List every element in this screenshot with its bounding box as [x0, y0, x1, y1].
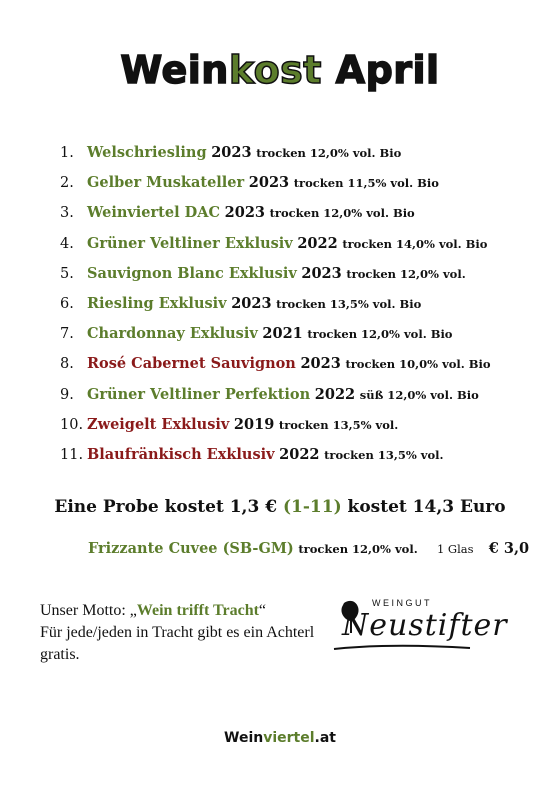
wine-name: Grüner Veltliner Exklusiv — [87, 234, 293, 252]
wine-name: Blaufränkisch Exklusiv — [87, 445, 275, 463]
wine-name: Weinviertel DAC — [87, 204, 221, 222]
wine-year: 2023 — [211, 144, 252, 161]
wine-year: 2022 — [297, 234, 338, 252]
wine-name: Sauvignon Blanc Exklusiv — [87, 264, 297, 282]
title-part-april: April — [321, 48, 440, 92]
wine-details: süß 12,0% vol. Bio — [359, 387, 479, 402]
wine-number: 5. — [60, 265, 74, 282]
wine-year: 2022 — [314, 385, 356, 403]
wine-item — [60, 380, 540, 410]
wine-number: 2. — [60, 175, 74, 192]
wine-year: 2021 — [262, 325, 303, 343]
wine-item — [60, 440, 540, 470]
wine-number: 8. — [60, 356, 74, 373]
logo-script-text: Neustifter — [342, 608, 508, 643]
wine-number: 1. — [60, 145, 74, 161]
footer-part-at: .at — [314, 730, 336, 746]
wine-name: Gelber Muskateller — [87, 174, 245, 192]
wine-number: 11. — [60, 446, 84, 463]
wine-details: trocken 12,0% vol. Bio — [269, 206, 415, 221]
wine-details: trocken 13,5% vol. Bio — [276, 296, 422, 311]
footer-website — [0, 730, 560, 746]
wine-details: trocken 11,5% vol. Bio — [293, 176, 439, 191]
wine-details: trocken 14,0% vol. Bio — [342, 236, 488, 251]
wine-details: trocken 10,0% vol. Bio — [345, 357, 491, 372]
wine-item — [60, 259, 540, 289]
wine-number: 3. — [60, 205, 74, 222]
wine-year: 2022 — [279, 445, 320, 463]
title-part-kost: kost — [228, 48, 322, 92]
wine-item — [60, 410, 540, 440]
price-line — [0, 497, 560, 517]
wine-year: 2023 — [300, 355, 341, 373]
wine-number: 7. — [60, 326, 74, 343]
motto-intro: Unser Motto: „ — [40, 602, 137, 619]
wine-name: Riesling Exklusiv — [87, 294, 227, 312]
wine-details: trocken 12,0% vol. — [346, 266, 466, 281]
winery-logo — [320, 595, 508, 655]
price-text-1: Eine Probe kostet 1,3 € — [54, 497, 283, 517]
logo-small-text: WEINGUT — [372, 598, 432, 608]
wine-year: 2023 — [248, 174, 290, 192]
wine-number: 9. — [60, 386, 74, 403]
motto-line2: Für jede/jeden in Tracht gibt es ein Achterl gratis. — [40, 624, 315, 663]
wine-number: 4. — [60, 235, 74, 252]
motto-slogan: Wein trifft Tracht — [136, 602, 259, 619]
price-range: (1-11) — [282, 497, 342, 517]
frizzante-line — [88, 540, 529, 557]
wine-item — [60, 349, 540, 379]
wine-name: Zweigelt Exklusiv — [87, 415, 230, 433]
wine-name: Welschriesling — [87, 144, 207, 161]
wine-item — [60, 168, 540, 198]
frizzante-price: € 3,0 — [488, 540, 530, 557]
wine-item — [60, 229, 540, 259]
frizzante-details: trocken 12,0% vol. — [298, 542, 418, 556]
footer-part-viertel: viertel — [263, 730, 315, 746]
wine-year: 2023 — [231, 294, 272, 312]
wine-name: Chardonnay Exklusiv — [87, 325, 258, 343]
wine-item — [60, 138, 540, 168]
wine-list — [60, 138, 540, 470]
wine-year: 2023 — [301, 264, 342, 282]
wine-number: 6. — [60, 295, 74, 312]
wine-year: 2023 — [224, 204, 265, 222]
wine-name: Rosé Cabernet Sauvignon — [87, 355, 296, 373]
title-part-wein: Wein — [120, 48, 229, 92]
wine-number: 10. — [60, 416, 84, 433]
wine-item — [60, 289, 540, 319]
wine-details: trocken 12,0% vol. Bio — [307, 327, 453, 342]
frizzante-name: Frizzante Cuvee (SB-GM) — [88, 540, 294, 557]
page-title — [0, 46, 560, 94]
frizzante-glass: 1 Glas — [436, 542, 474, 556]
footer-part-wein: Wein — [224, 730, 264, 746]
wine-details: trocken 13,5% vol. — [324, 447, 444, 462]
wine-details: trocken 12,0% vol. Bio — [256, 146, 402, 160]
logo-underline — [332, 643, 472, 653]
motto-block — [40, 600, 330, 666]
wine-year: 2019 — [233, 415, 275, 433]
wine-name: Grüner Veltliner Perfektion — [87, 385, 311, 403]
price-text-2: kostet 14,3 Euro — [341, 497, 506, 517]
wine-item — [60, 198, 540, 228]
wine-item — [60, 319, 540, 349]
motto-close: “ — [258, 602, 267, 619]
wine-details: trocken 13,5% vol. — [278, 417, 399, 432]
